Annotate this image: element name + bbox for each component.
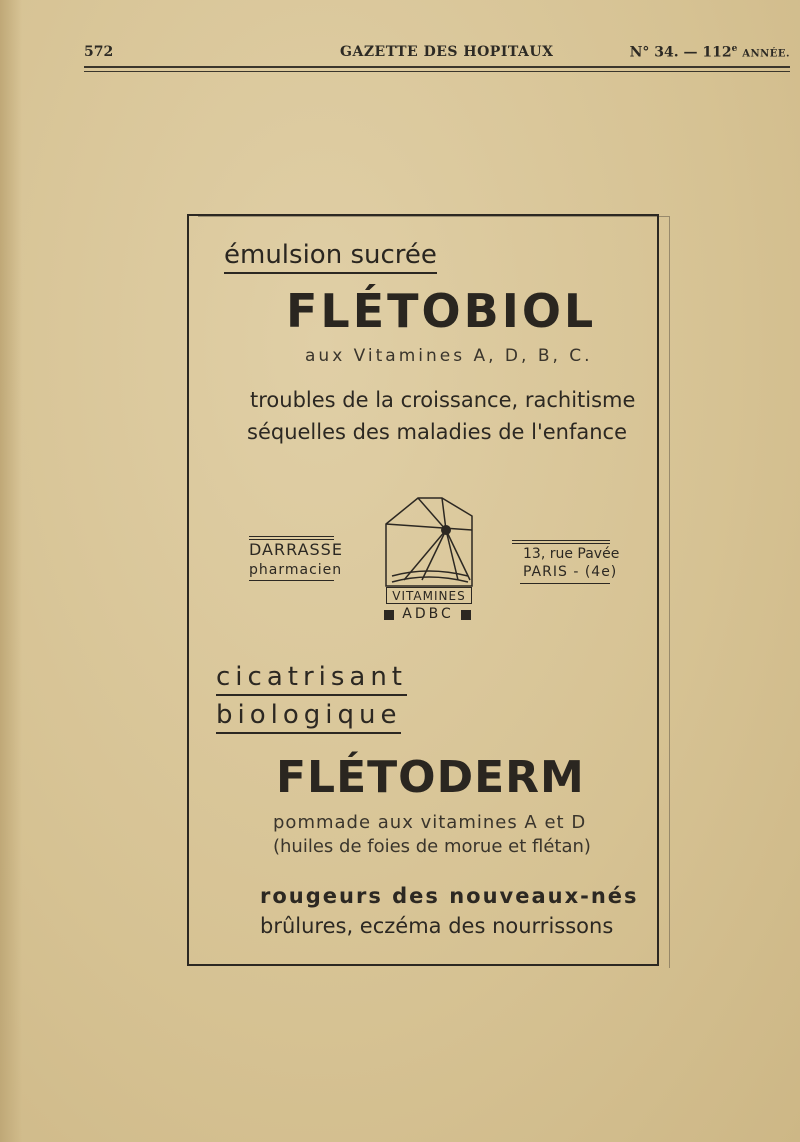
issue-info [630,44,790,61]
maker-rule [249,536,334,537]
running-header [84,44,790,66]
product1-indication-1: troubles de la croissance, rachitisme [250,388,636,412]
maker-rule [249,580,334,581]
address-rule [512,540,610,541]
product2-description-1: pommade aux vitamines A et D [273,812,587,833]
page-edge-shadow [0,0,22,1142]
issue-year-label: ANNÉE. [742,48,790,60]
product1-name: FLÉTOBIOL [286,284,597,338]
product1-subtitle: émulsion sucrée [224,240,437,274]
maker-role: pharmacien [249,562,343,578]
header-rule-thick [84,66,790,68]
address-rule [520,583,610,584]
product1-indication-2: séquelles des maladies de l'enfance [247,420,628,444]
issue-number: N° 34. — 112 [629,44,732,61]
maker-name: DARRASSE [249,540,343,559]
maker-address-city: PARIS - (4e) [523,564,618,580]
product2-description-2: (huiles de foies de morue et flétan) [273,836,591,857]
product2-indication-1: rougeurs des nouveaux-nés [260,884,639,908]
journal-title: GAZETTE DES HOPITAUX [340,44,554,60]
address-rule [512,543,610,544]
header-rule-thin [84,71,790,72]
page-number: 572 [84,44,114,60]
emblem-label: VITAMINES [386,587,472,604]
product2-indication-2: brûlures, eczéma des nourrissons [260,914,614,938]
product2-tagline-2: biologique [216,700,401,734]
product2-tagline-1: cicatrisant [216,662,407,696]
issue-suffix: e [731,44,738,54]
emblem-letters: ADBC [402,606,454,622]
maker-address-street: 13, rue Pavée [523,546,620,562]
emblem-square-right [461,610,471,620]
product2-name: FLÉTODERM [276,752,585,803]
product1-vitamins: aux Vitamines A, D, B, C. [305,346,593,366]
